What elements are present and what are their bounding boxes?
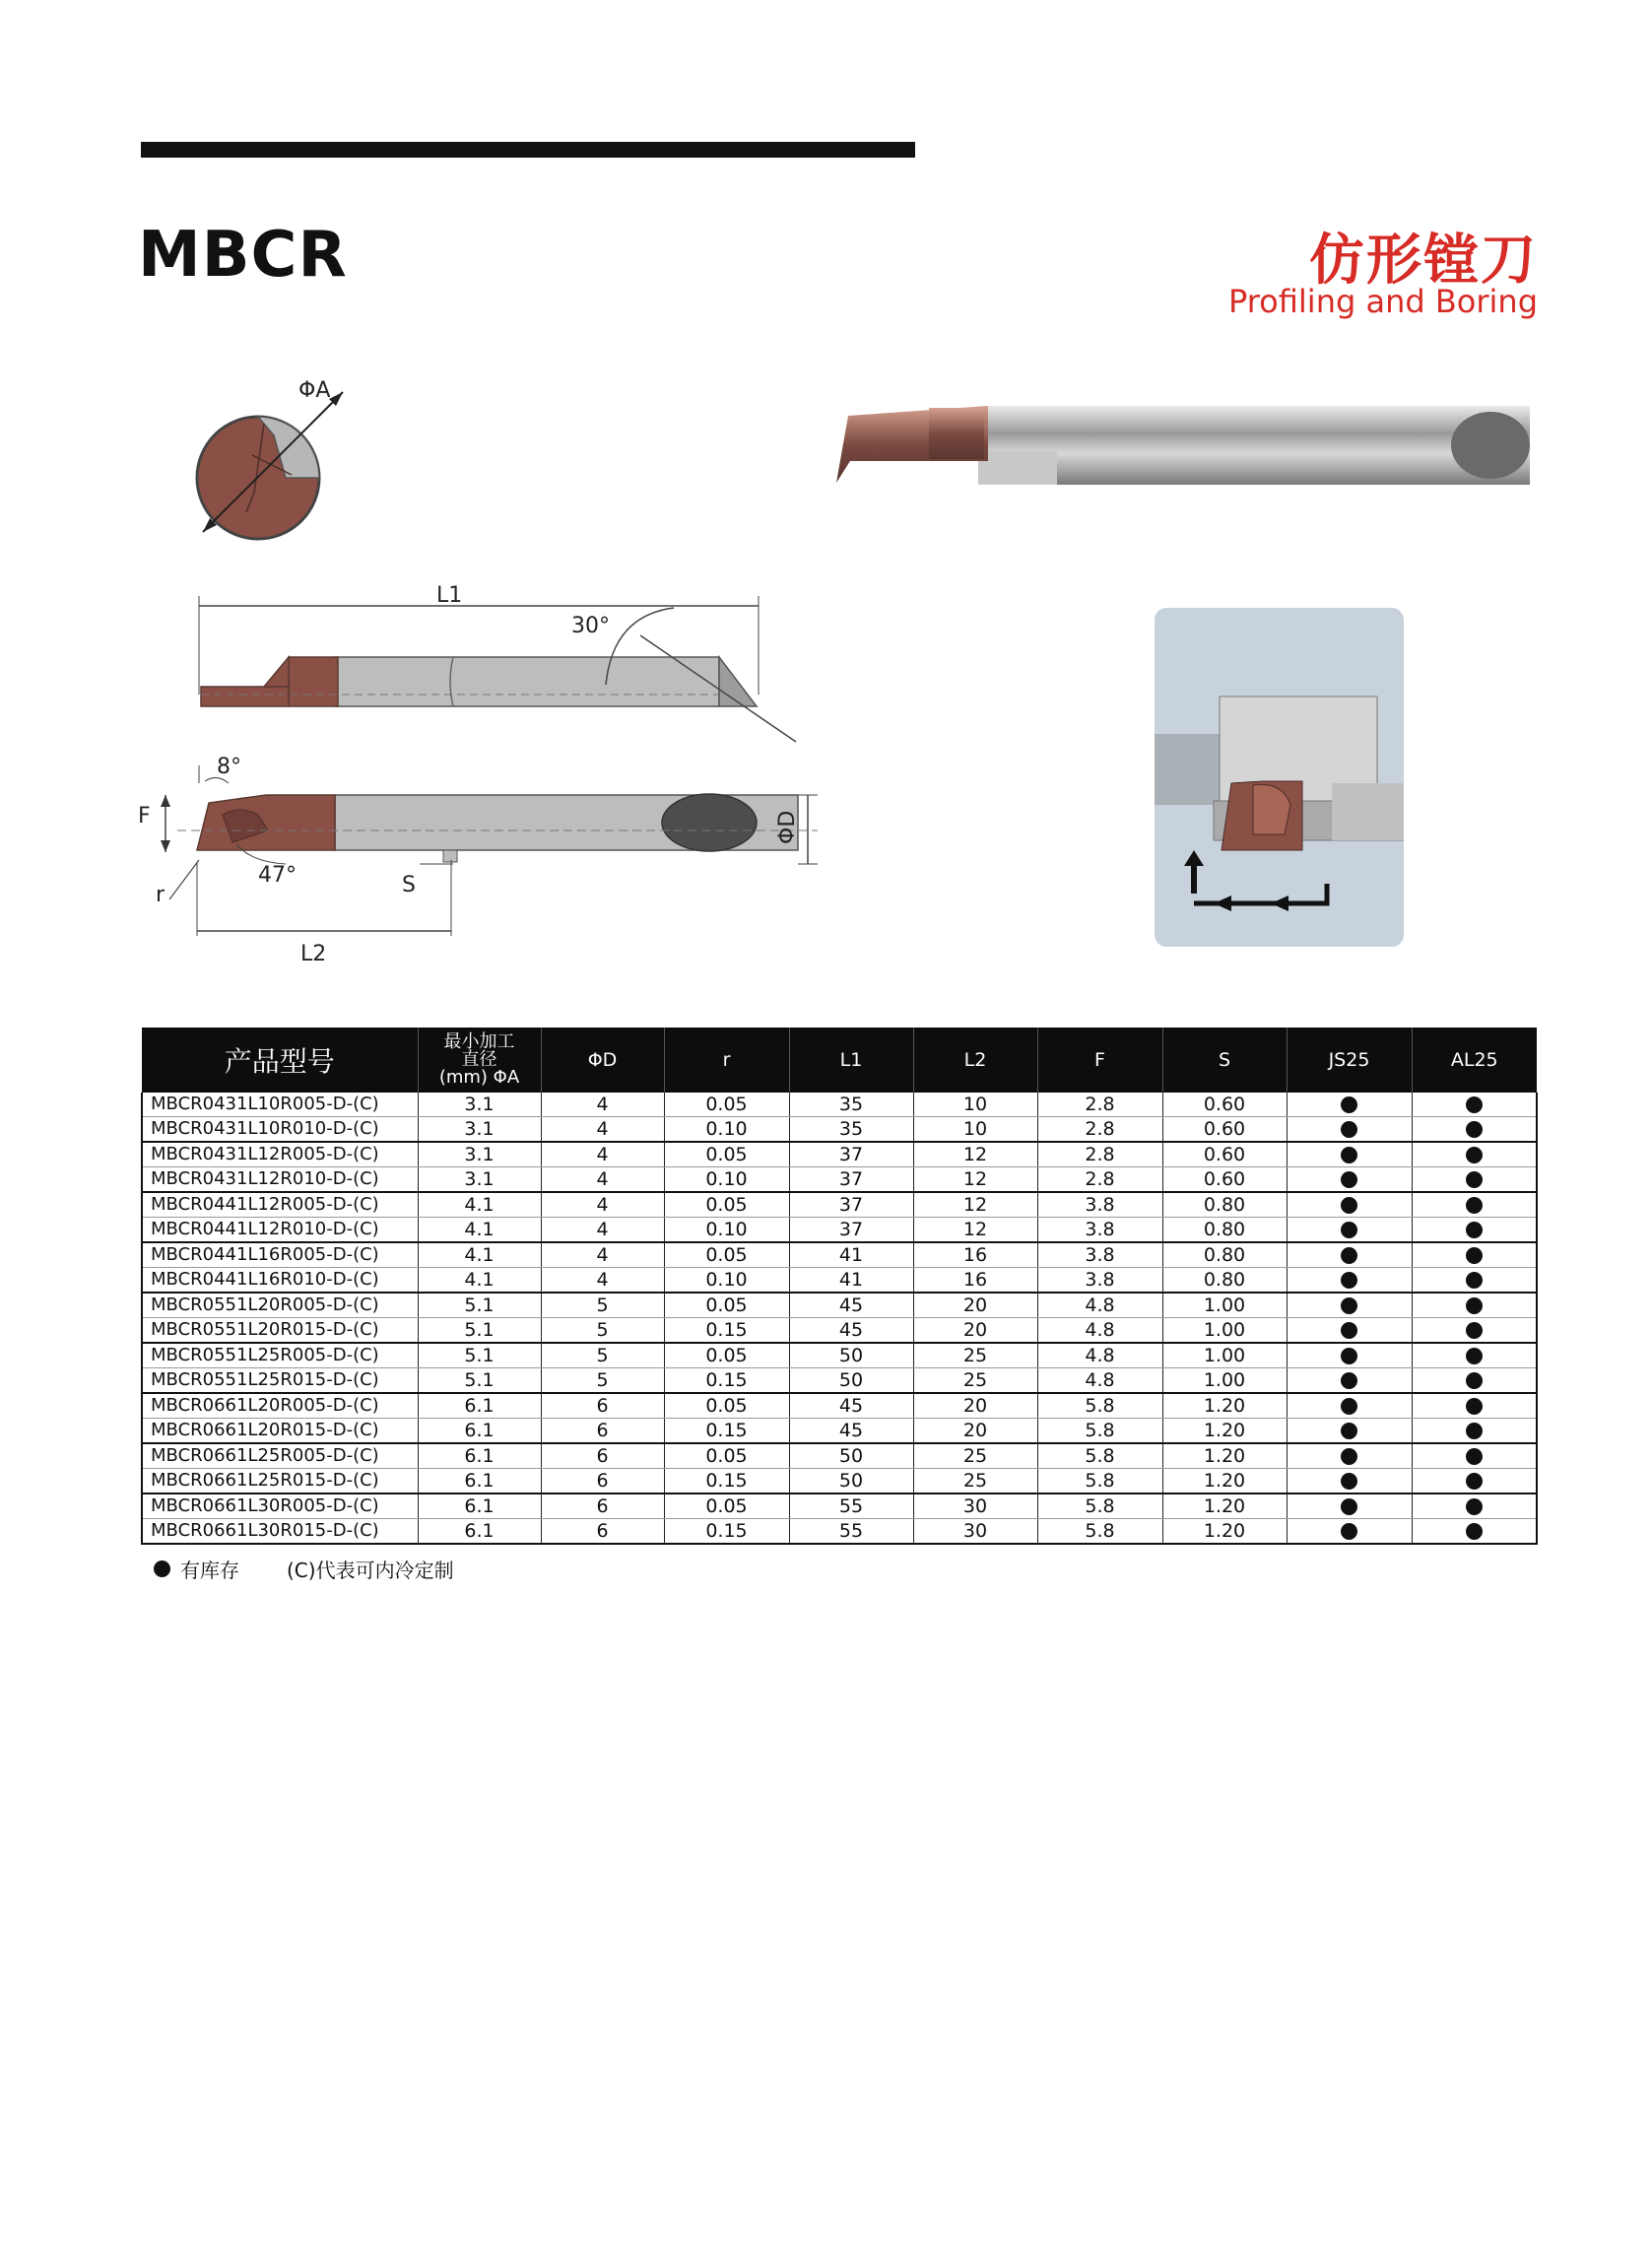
cell-f: 2.8 [1037, 1142, 1162, 1167]
cell-r: 0.05 [664, 1142, 789, 1167]
l1-label: L1 [436, 583, 463, 608]
cell-model: MBCR0441L16R010-D-(C) [142, 1268, 418, 1294]
stock-dot-icon [1341, 1498, 1357, 1515]
cell-l2: 25 [913, 1368, 1037, 1394]
stock-dot-icon [1466, 1147, 1483, 1163]
stock-dot-icon [1341, 1121, 1357, 1138]
cell-l2: 12 [913, 1192, 1037, 1218]
cell-model: MBCR0431L10R005-D-(C) [142, 1093, 418, 1117]
cell-l1: 41 [789, 1268, 913, 1294]
col-model: 产品型号 [142, 1028, 418, 1093]
cell-js25 [1287, 1419, 1412, 1444]
cell-js25 [1287, 1318, 1412, 1344]
cell-s: 0.80 [1162, 1192, 1287, 1218]
cell-r: 0.15 [664, 1368, 789, 1394]
r-label: r [156, 883, 165, 907]
cell-s: 0.80 [1162, 1218, 1287, 1243]
cell-d: 6 [541, 1443, 664, 1469]
cell-r: 0.05 [664, 1242, 789, 1268]
table-row [142, 1494, 1537, 1519]
col-min-diameter-line2: 直径 [461, 1049, 497, 1070]
stock-dot-icon [1341, 1523, 1357, 1540]
cell-model: MBCR0441L16R005-D-(C) [142, 1242, 418, 1268]
angle-8-label: 8° [217, 755, 241, 779]
cell-al25 [1412, 1419, 1537, 1444]
spec-table-body [142, 1093, 1537, 1544]
col-l2: L2 [913, 1028, 1037, 1093]
stock-dot-icon [1466, 1222, 1483, 1238]
stock-dot-icon [1341, 1348, 1357, 1364]
cell-model: MBCR0551L25R005-D-(C) [142, 1343, 418, 1368]
cell-r: 0.05 [664, 1192, 789, 1218]
angle-47-label: 47° [258, 863, 297, 888]
stock-dot-icon [1466, 1473, 1483, 1490]
cell-model: MBCR0431L12R005-D-(C) [142, 1142, 418, 1167]
table-row [142, 1167, 1537, 1193]
cell-f: 2.8 [1037, 1117, 1162, 1143]
col-min-diameter [418, 1028, 541, 1093]
cell-al25 [1412, 1393, 1537, 1419]
category-title-en: Profiling and Boring [1227, 283, 1538, 320]
col-js25: JS25 [1287, 1028, 1412, 1093]
cell-l1: 35 [789, 1117, 913, 1143]
cell-s: 1.00 [1162, 1293, 1287, 1318]
f-label: F [138, 804, 151, 829]
stock-dot-icon [1466, 1247, 1483, 1264]
cell-l2: 12 [913, 1167, 1037, 1193]
cell-l1: 45 [789, 1393, 913, 1419]
cell-s: 1.20 [1162, 1393, 1287, 1419]
spec-table [141, 1028, 1538, 1545]
angle-30-label: 30° [571, 614, 610, 638]
cell-min-diameter: 4.1 [418, 1242, 541, 1268]
stock-dot-icon [1466, 1523, 1483, 1540]
stock-dot-icon [1341, 1322, 1357, 1339]
stock-dot-icon [1466, 1121, 1483, 1138]
col-min-diameter-line1: 最小加工 [443, 1031, 515, 1052]
cell-al25 [1412, 1167, 1537, 1193]
top-rule [141, 142, 915, 158]
cell-s: 1.20 [1162, 1494, 1287, 1519]
cell-js25 [1287, 1142, 1412, 1167]
cell-r: 0.10 [664, 1218, 789, 1243]
stock-dot-icon [1466, 1372, 1483, 1389]
col-r: r [664, 1028, 789, 1093]
cell-l1: 45 [789, 1419, 913, 1444]
side-view-l1-diagram [187, 576, 818, 754]
cell-d: 4 [541, 1192, 664, 1218]
stock-dot-icon [1466, 1448, 1483, 1465]
page-title: MBCR [138, 219, 348, 292]
cell-model: MBCR0551L20R005-D-(C) [142, 1293, 418, 1318]
cell-model: MBCR0661L30R005-D-(C) [142, 1494, 418, 1519]
cell-f: 4.8 [1037, 1318, 1162, 1344]
cell-d: 5 [541, 1293, 664, 1318]
cell-al25 [1412, 1142, 1537, 1167]
cell-al25 [1412, 1343, 1537, 1368]
cell-al25 [1412, 1242, 1537, 1268]
col-l1: L1 [789, 1028, 913, 1093]
table-row [142, 1419, 1537, 1444]
cell-l1: 37 [789, 1167, 913, 1193]
stock-dot-icon [1466, 1096, 1483, 1113]
cell-f: 4.8 [1037, 1343, 1162, 1368]
stock-dot-icon [1341, 1171, 1357, 1188]
stock-dot-icon [1341, 1147, 1357, 1163]
cell-model: MBCR0431L10R010-D-(C) [142, 1117, 418, 1143]
stock-dot-icon [1341, 1197, 1357, 1214]
cell-js25 [1287, 1117, 1412, 1143]
cell-al25 [1412, 1443, 1537, 1469]
cell-js25 [1287, 1218, 1412, 1243]
cell-f: 5.8 [1037, 1393, 1162, 1419]
cell-d: 6 [541, 1469, 664, 1494]
cell-f: 5.8 [1037, 1519, 1162, 1545]
table-row [142, 1343, 1537, 1368]
cell-l1: 50 [789, 1368, 913, 1394]
cell-s: 1.20 [1162, 1419, 1287, 1444]
col-s: S [1162, 1028, 1287, 1093]
cell-js25 [1287, 1519, 1412, 1545]
cell-js25 [1287, 1093, 1412, 1117]
cell-d: 6 [541, 1393, 664, 1419]
cell-min-diameter: 3.1 [418, 1117, 541, 1143]
cell-l2: 16 [913, 1268, 1037, 1294]
cell-l1: 50 [789, 1343, 913, 1368]
cell-model: MBCR0441L12R010-D-(C) [142, 1218, 418, 1243]
cell-al25 [1412, 1117, 1537, 1143]
cell-l2: 30 [913, 1519, 1037, 1545]
cell-l2: 20 [913, 1293, 1037, 1318]
cell-s: 0.80 [1162, 1268, 1287, 1294]
cell-l2: 20 [913, 1393, 1037, 1419]
cell-min-diameter: 6.1 [418, 1443, 541, 1469]
category-title-cn: 仿形镗刀 [1309, 229, 1538, 293]
cell-l2: 20 [913, 1419, 1037, 1444]
cell-l2: 20 [913, 1318, 1037, 1344]
cell-min-diameter: 6.1 [418, 1494, 541, 1519]
cell-l1: 50 [789, 1443, 913, 1469]
cell-r: 0.15 [664, 1419, 789, 1444]
cell-l1: 50 [789, 1469, 913, 1494]
cell-al25 [1412, 1093, 1537, 1117]
stock-dot-icon [1466, 1297, 1483, 1314]
cell-js25 [1287, 1268, 1412, 1294]
cell-f: 5.8 [1037, 1443, 1162, 1469]
cell-l2: 25 [913, 1469, 1037, 1494]
cell-l1: 37 [789, 1218, 913, 1243]
stock-dot-icon [1466, 1171, 1483, 1188]
phi-a-label: ΦA [298, 378, 331, 403]
stock-dot-icon [1341, 1247, 1357, 1264]
cell-min-diameter: 5.1 [418, 1343, 541, 1368]
cell-s: 1.00 [1162, 1368, 1287, 1394]
cell-l2: 10 [913, 1117, 1037, 1143]
cell-model: MBCR0661L30R015-D-(C) [142, 1519, 418, 1545]
cell-al25 [1412, 1368, 1537, 1394]
cell-r: 0.05 [664, 1494, 789, 1519]
cell-d: 4 [541, 1167, 664, 1193]
cell-l2: 16 [913, 1242, 1037, 1268]
cell-s: 0.60 [1162, 1117, 1287, 1143]
cell-model: MBCR0431L12R010-D-(C) [142, 1167, 418, 1193]
cell-d: 6 [541, 1519, 664, 1545]
cell-l2: 25 [913, 1343, 1037, 1368]
cell-l1: 45 [789, 1318, 913, 1344]
cell-model: MBCR0661L25R005-D-(C) [142, 1443, 418, 1469]
table-row [142, 1093, 1537, 1117]
cell-d: 5 [541, 1318, 664, 1344]
cell-f: 2.8 [1037, 1093, 1162, 1117]
stock-dot-icon [1341, 1222, 1357, 1238]
machining-illustration [1155, 608, 1404, 947]
cell-min-diameter: 3.1 [418, 1093, 541, 1117]
stock-dot-icon [1341, 1473, 1357, 1490]
cell-l2: 25 [913, 1443, 1037, 1469]
cell-min-diameter: 5.1 [418, 1368, 541, 1394]
cell-r: 0.10 [664, 1167, 789, 1193]
table-row [142, 1218, 1537, 1243]
cell-r: 0.15 [664, 1469, 789, 1494]
cell-l1: 41 [789, 1242, 913, 1268]
cell-f: 3.8 [1037, 1218, 1162, 1243]
cell-min-diameter: 6.1 [418, 1393, 541, 1419]
cell-r: 0.10 [664, 1268, 789, 1294]
cell-f: 5.8 [1037, 1494, 1162, 1519]
stock-dot-icon [1466, 1398, 1483, 1415]
tool-photo [830, 402, 1540, 489]
table-row [142, 1242, 1537, 1268]
cell-d: 4 [541, 1093, 664, 1117]
stock-dot-icon [154, 1560, 170, 1577]
table-row [142, 1142, 1537, 1167]
table-row [142, 1192, 1537, 1218]
cell-d: 5 [541, 1368, 664, 1394]
cell-min-diameter: 3.1 [418, 1142, 541, 1167]
table-row [142, 1318, 1537, 1344]
cell-min-diameter: 4.1 [418, 1268, 541, 1294]
cell-l1: 35 [789, 1093, 913, 1117]
cell-s: 1.00 [1162, 1343, 1287, 1368]
table-row [142, 1368, 1537, 1394]
cell-al25 [1412, 1293, 1537, 1318]
cell-min-diameter: 4.1 [418, 1218, 541, 1243]
cell-al25 [1412, 1192, 1537, 1218]
cell-al25 [1412, 1469, 1537, 1494]
cell-l1: 55 [789, 1519, 913, 1545]
stock-dot-icon [1466, 1197, 1483, 1214]
cell-r: 0.05 [664, 1093, 789, 1117]
col-al25: AL25 [1412, 1028, 1537, 1093]
stock-dot-icon [1341, 1297, 1357, 1314]
cell-s: 1.20 [1162, 1469, 1287, 1494]
cell-js25 [1287, 1393, 1412, 1419]
stock-dot-icon [1341, 1096, 1357, 1113]
cell-js25 [1287, 1242, 1412, 1268]
cell-d: 6 [541, 1419, 664, 1444]
cell-js25 [1287, 1494, 1412, 1519]
cell-model: MBCR0661L25R015-D-(C) [142, 1469, 418, 1494]
table-row [142, 1117, 1537, 1143]
cell-model: MBCR0661L20R015-D-(C) [142, 1419, 418, 1444]
cell-min-diameter: 6.1 [418, 1419, 541, 1444]
stock-dot-icon [1341, 1372, 1357, 1389]
cell-l1: 55 [789, 1494, 913, 1519]
cell-l2: 30 [913, 1494, 1037, 1519]
cell-l2: 10 [913, 1093, 1037, 1117]
stock-dot-icon [1466, 1423, 1483, 1439]
end-view-diagram [187, 365, 374, 542]
cell-d: 4 [541, 1142, 664, 1167]
cell-al25 [1412, 1218, 1537, 1243]
table-header-row [142, 1028, 1537, 1093]
cell-al25 [1412, 1268, 1537, 1294]
s-label: S [402, 873, 416, 897]
stock-dot-icon [1341, 1398, 1357, 1415]
table-row [142, 1268, 1537, 1294]
legend-coolant-note: (C)代表可内冷定制 [287, 1559, 454, 1582]
cell-d: 4 [541, 1218, 664, 1243]
cell-d: 5 [541, 1343, 664, 1368]
table-row [142, 1393, 1537, 1419]
cell-s: 0.80 [1162, 1242, 1287, 1268]
cell-s: 0.60 [1162, 1142, 1287, 1167]
cell-al25 [1412, 1318, 1537, 1344]
table-row [142, 1519, 1537, 1545]
table-row [142, 1443, 1537, 1469]
cell-f: 4.8 [1037, 1368, 1162, 1394]
cell-s: 1.20 [1162, 1443, 1287, 1469]
cell-model: MBCR0661L20R005-D-(C) [142, 1393, 418, 1419]
cell-js25 [1287, 1293, 1412, 1318]
cell-d: 6 [541, 1494, 664, 1519]
cell-s: 0.60 [1162, 1093, 1287, 1117]
stock-dot-icon [1466, 1322, 1483, 1339]
cell-min-diameter: 6.1 [418, 1469, 541, 1494]
cell-d: 4 [541, 1117, 664, 1143]
cell-min-diameter: 5.1 [418, 1318, 541, 1344]
cell-f: 3.8 [1037, 1242, 1162, 1268]
cell-l2: 12 [913, 1142, 1037, 1167]
cell-r: 0.05 [664, 1343, 789, 1368]
cell-r: 0.15 [664, 1519, 789, 1545]
cell-model: MBCR0551L20R015-D-(C) [142, 1318, 418, 1344]
cell-r: 0.05 [664, 1443, 789, 1469]
cell-al25 [1412, 1519, 1537, 1545]
cell-min-diameter: 4.1 [418, 1192, 541, 1218]
legend [154, 1555, 454, 1583]
cell-js25 [1287, 1443, 1412, 1469]
cell-f: 5.8 [1037, 1419, 1162, 1444]
cell-f: 3.8 [1037, 1268, 1162, 1294]
cell-min-diameter: 6.1 [418, 1519, 541, 1545]
col-min-diameter-line3: (mm) ΦA [438, 1067, 520, 1088]
cell-f: 2.8 [1037, 1167, 1162, 1193]
cell-l1: 37 [789, 1142, 913, 1167]
col-f: F [1037, 1028, 1162, 1093]
table-row [142, 1469, 1537, 1494]
phi-d-label: ΦD [775, 810, 800, 844]
stock-dot-icon [1466, 1348, 1483, 1364]
cell-d: 4 [541, 1268, 664, 1294]
cell-js25 [1287, 1469, 1412, 1494]
cell-s: 1.20 [1162, 1519, 1287, 1545]
cell-l1: 37 [789, 1192, 913, 1218]
cell-s: 1.00 [1162, 1318, 1287, 1344]
cell-r: 0.05 [664, 1393, 789, 1419]
cell-f: 3.8 [1037, 1192, 1162, 1218]
cell-min-diameter: 5.1 [418, 1293, 541, 1318]
cell-min-diameter: 3.1 [418, 1167, 541, 1193]
legend-in-stock: 有库存 [180, 1559, 239, 1582]
stock-dot-icon [1341, 1272, 1357, 1289]
cell-l2: 12 [913, 1218, 1037, 1243]
cell-f: 5.8 [1037, 1469, 1162, 1494]
cell-r: 0.10 [664, 1117, 789, 1143]
stock-dot-icon [1341, 1448, 1357, 1465]
cell-r: 0.15 [664, 1318, 789, 1344]
cell-js25 [1287, 1368, 1412, 1394]
cell-js25 [1287, 1167, 1412, 1193]
side-view-l2-diagram [138, 754, 837, 965]
cell-js25 [1287, 1192, 1412, 1218]
stock-dot-icon [1466, 1498, 1483, 1515]
cell-model: MBCR0441L12R005-D-(C) [142, 1192, 418, 1218]
cell-r: 0.05 [664, 1293, 789, 1318]
cell-al25 [1412, 1494, 1537, 1519]
cell-d: 4 [541, 1242, 664, 1268]
stock-dot-icon [1341, 1423, 1357, 1439]
l2-label: L2 [300, 942, 327, 965]
cell-s: 0.60 [1162, 1167, 1287, 1193]
cell-model: MBCR0551L25R015-D-(C) [142, 1368, 418, 1394]
cell-l1: 45 [789, 1293, 913, 1318]
table-row [142, 1293, 1537, 1318]
cell-js25 [1287, 1343, 1412, 1368]
stock-dot-icon [1466, 1272, 1483, 1289]
col-d: ΦD [541, 1028, 664, 1093]
cell-f: 4.8 [1037, 1293, 1162, 1318]
